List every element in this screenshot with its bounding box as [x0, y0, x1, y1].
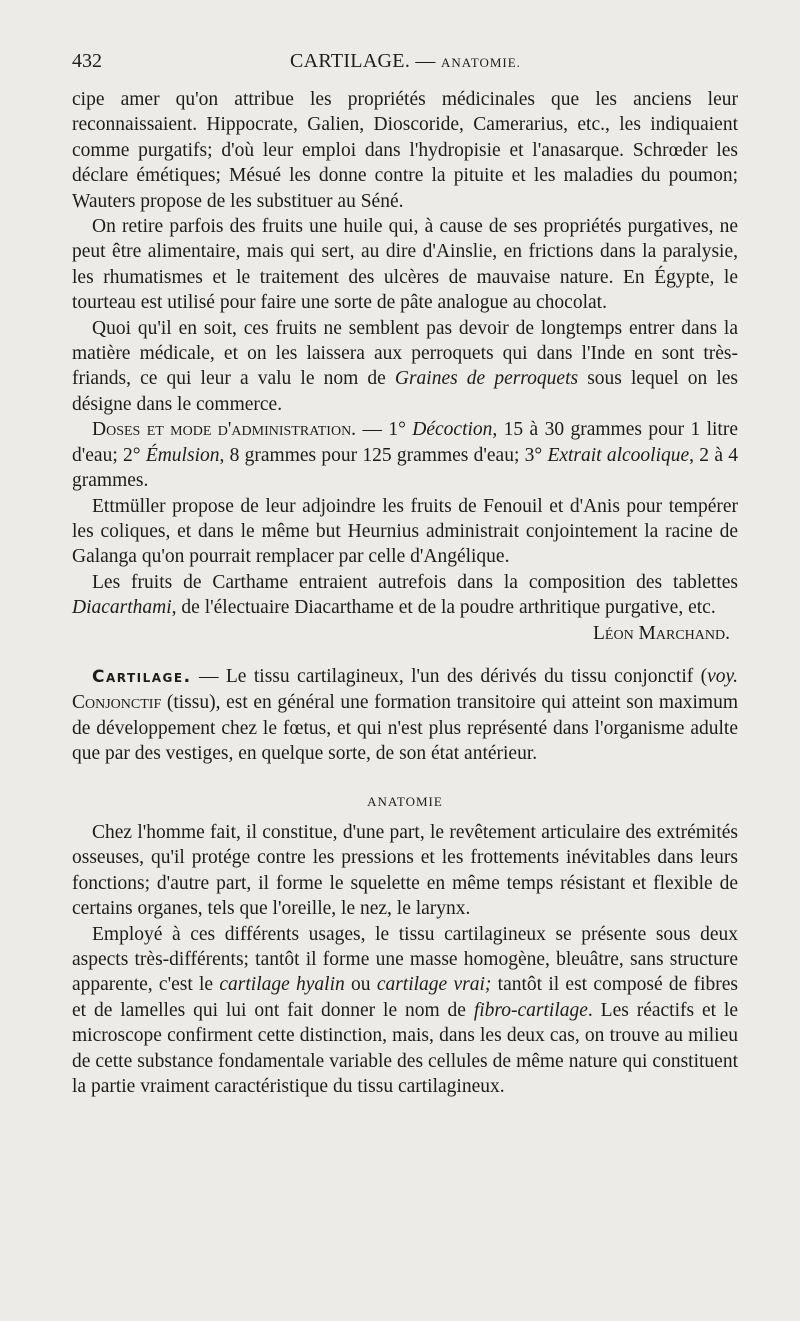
running-title-main: CARTILAGE. — — [290, 50, 442, 72]
paragraph-8 — [72, 922, 738, 1100]
page-number: 432 — [72, 50, 102, 72]
paragraph-1: cipe amer qu'on attribue les propriétés médicinales que les anciens leur reconnaissaient. Hippocrate, Galien, Dioscoride, Camerarius, etc., les indiquaient comme purgatifs; d'où leur emploi dans l'hydropisie et l'anasarque. Schrœder les déclare émétiques; Mésué les donne contre la pituite et les maladies du poumon; Wauters propose de les substituer au Séné. — [72, 89, 738, 212]
entry-voy: voy. — [707, 665, 738, 687]
body-text — [72, 87, 738, 1099]
p8-text-a: Employé à ces différents usages, le tissu cartilagineux se présente sous deux aspects très-différents; tantôt il forme une masse homogène, bleuâtre, sans structure apparente, c'est le — [72, 923, 738, 996]
p6-text-b: , de l'électuaire Diacarthame et de la poudre arthritique purgative, etc. — [171, 597, 716, 619]
running-header — [72, 50, 738, 80]
entry-headword: Cartilage. — [92, 666, 192, 687]
doses-text-b: , 15 à 30 grammes pour 1 litre d'eau; 2° — [72, 419, 738, 466]
p3-text-b: sous lequel on les désigne dans le commerce. — [72, 368, 738, 415]
doses-extrait: Extrait alcoolique — [547, 444, 690, 466]
doses-heading: Doses et mode d'administration. — [92, 419, 357, 441]
running-title-sub: ANATOMIE. — [441, 55, 521, 70]
paragraph-6 — [72, 570, 738, 621]
p6-text-a: Les fruits de Carthame entraient autrefois dans la composition des tablettes — [92, 571, 738, 593]
paragraph-3 — [72, 316, 738, 418]
p8-text-d: . Les réactifs et le microscope confirment cette distinction, mais, dans les deux cas, on trouve au milieu de cette substance fondamentale variable des cellules de même nature qui constituent la partie vraiment caractéristique du tissu cartilagineux. — [72, 999, 738, 1098]
section-title-anatomie: ANATOMIE — [367, 793, 443, 809]
p8-fibro: fibro-cartilage — [473, 999, 588, 1021]
entry-text-b: (tissu), est en général une formation transitoire qui atteint son maximum de développement chez le fœtus, et qui n'est plus représenté dans l'organisme adulte que par des vestiges, en quelque sorte, de son état antérieur. — [72, 692, 738, 765]
p6-italic: Diacarthami — [72, 597, 172, 619]
paragraph-doses — [72, 417, 738, 493]
p8-hyalin: cartilage hyalin — [219, 974, 345, 996]
p8-vrai: cartilage vrai; — [376, 974, 492, 996]
doses-decoction: Décoction — [412, 419, 493, 441]
p8-text-c: tantôt il est composé de fibres et de lamelles qui lui ont fait donner le nom de — [72, 974, 739, 1021]
paragraph-7: Chez l'homme fait, il constitue, d'une part, le revêtement articulaire des extrémités osseuses, qu'il protége contre les pressions et les frottements inévitables dans leurs fonctions; d'autre part, il forme le squelette en même temps résistant et flexible de certains organes, tels que l'oreille, le nez, le larynx. — [72, 821, 738, 920]
p3-italic: Graines de perroquets — [394, 368, 579, 390]
entry-cartilage — [72, 664, 738, 767]
doses-text-a: — 1° — [356, 419, 413, 441]
doses-text-c: , 8 grammes pour 125 grammes d'eau; 3° — [219, 444, 548, 466]
paragraph-2: On retire parfois des fruits une huile qui, à cause de ses propriétés purgatives, ne peut être alimentaire, mais qui sert, au dire d'Ainslie, en frictions dans la paralysie, les rhumatismes et le traitement des ulcères de mauvaise nature. En Égypte, le tourteau est utilisé pour faire une sorte de pâte analogue au chocolat. — [72, 216, 738, 314]
doses-emulsion: Émulsion — [145, 444, 220, 466]
p3-text-a: Quoi qu'il en soit, ces fruits ne semblent pas devoir de longtemps entrer dans la matière médicale, et on les laissera aux perroquets qui dans l'Inde en sont très-friands, ce qui leur a valu le nom de — [72, 317, 738, 390]
entry-crossref: Conjonctif — [72, 692, 162, 714]
entry-text-a: — Le tissu cartilagineux, l'un des dérivés du tissu conjonctif ( — [191, 665, 708, 687]
paragraph-5: Ettmüller propose de leur adjoindre les fruits de Fenouil et d'Anis pour tempérer les coliques, et dans le même but Heurnius administrait conjointement la racine de Galanga qu'on pourrait remplacer par celle d'Angélique. — [72, 495, 738, 568]
p8-text-b: ou — [344, 974, 377, 996]
doses-text-d: , 2 à 4 grammes. — [72, 444, 738, 492]
running-title — [290, 50, 521, 73]
author-signature: Léon Marchand. — [593, 622, 730, 644]
